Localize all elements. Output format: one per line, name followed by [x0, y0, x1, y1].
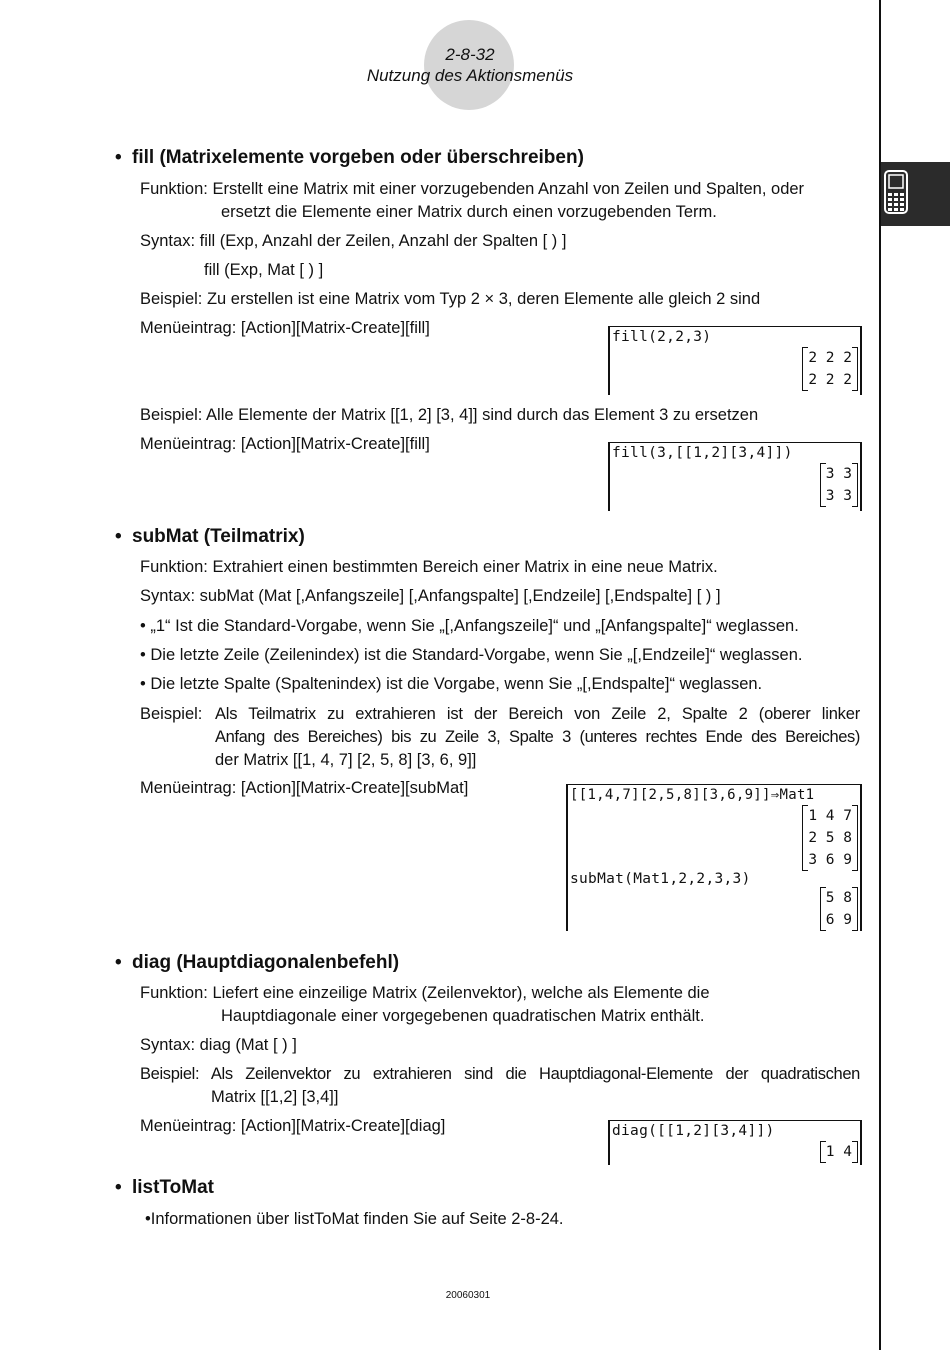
calculator-icon	[884, 170, 908, 214]
screen-command: subMat(Mat1,2,2,3,3)	[570, 871, 751, 887]
fill-syntax-1: Syntax: fill (Exp, Anzahl der Zeilen, Anzahl der Spalten [ ) ]	[140, 232, 567, 250]
section-heading-submat: • subMat (Teilmatrix)	[115, 526, 305, 547]
fill-function-line2: ersetzt die Elemente einer Matrix durch einen vorzugebenden Term.	[221, 203, 717, 221]
header-circle	[424, 20, 514, 110]
screen-command: [[1,4,7][2,5,8][3,6,9]]⇒Mat1	[570, 787, 815, 803]
fill-menu-entry-2: Menüeintrag: [Action][Matrix-Create][fill]	[140, 435, 430, 453]
section-heading-diag: • diag (Hauptdiagonalenbefehl)	[115, 952, 400, 973]
submat-note-2: • Die letzte Zeile (Zeilenindex) ist die Standard-Vorgabe, wenn Sie „[,Endzeile]“ weglassen.	[140, 646, 803, 664]
submat-example-line2: Anfang des Bereiches) bis zu Zeile 3, Spalte 3 (unteres rechtes Ende des Bereiches)	[215, 728, 860, 746]
diag-example-line1: Beispiel: Als Zeilenvektor zu extrahieren sind die Hauptdiagonal-Elemente der quadratischen	[140, 1065, 860, 1083]
diag-example-line2: Matrix [[1,2] [3,4]]	[211, 1088, 339, 1106]
matrix-row: 5 8	[825, 890, 852, 906]
screen-result-matrix	[802, 347, 858, 391]
matrix-row: 6 9	[825, 912, 852, 928]
submat-function: Funktion: Extrahiert einen bestimmten Bereich einer Matrix in eine neue Matrix.	[140, 558, 718, 576]
diag-syntax: Syntax: diag (Mat [ ) ]	[140, 1036, 297, 1054]
diag-function-line1: Funktion: Liefert eine einzeilige Matrix (Zeilenvektor), welche als Elemente die	[140, 984, 710, 1002]
screen-result-matrix	[802, 805, 858, 871]
calc-screen-diag	[608, 1120, 862, 1165]
fill-syntax-2: fill (Exp, Mat [ ) ]	[204, 261, 324, 279]
matrix-row: 2 5 8	[808, 830, 852, 846]
screen-result-matrix	[820, 887, 858, 931]
matrix-row: 2 2 2	[808, 372, 852, 388]
screen-command: fill(2,2,3)	[612, 329, 712, 345]
submat-example-label: Beispiel:	[140, 705, 203, 723]
calc-screen-fill-2	[608, 442, 862, 511]
section-heading-fill: • fill (Matrixelemente vorgeben oder überschreiben)	[115, 147, 584, 168]
page-number: 2-8-32	[445, 45, 495, 64]
submat-syntax: Syntax: subMat (Mat [,Anfangszeile] [,Anfangspalte] [,Endzeile] [,Endspalte] [ ) ]	[140, 587, 721, 605]
matrix-row: 3 3	[825, 466, 852, 482]
fill-example-1: Beispiel: Zu erstellen ist eine Matrix vom Typ 2 × 3, deren Elemente alle gleich 2 sind	[140, 290, 761, 308]
screen-result-matrix	[820, 463, 858, 507]
diag-function-line2: Hauptdiagonale einer vorgegebenen quadratischen Matrix enthält.	[221, 1007, 705, 1025]
calc-screen-submat	[566, 784, 862, 931]
submat-note-1: • „1“ Ist die Standard-Vorgabe, wenn Sie „[,Anfangszeile]“ und „[Anfangspalte]“ weglassen.	[140, 617, 799, 635]
section-heading-listtomat: • listToMat	[115, 1177, 214, 1198]
diag-menu-entry: Menüeintrag: [Action][Matrix-Create][diag]	[140, 1117, 446, 1135]
submat-note-3: • Die letzte Spalte (Spaltenindex) ist die Vorgabe, wenn Sie „[,Endspalte]“ weglassen.	[140, 675, 763, 693]
listtomat-info: •Informationen über listToMat finden Sie auf Seite 2-8-24.	[145, 1210, 564, 1228]
submat-example-line1: Als Teilmatrix zu extrahieren ist der Bereich von Zeile 2, Spalte 2 (oberer linker	[215, 705, 860, 723]
matrix-row: 2 2 2	[808, 350, 852, 366]
matrix-row: 1 4 7	[808, 808, 852, 824]
matrix-row: 3 3	[825, 488, 852, 504]
fill-example-2: Beispiel: Alle Elemente der Matrix [[1, 2] [3, 4]] sind durch das Element 3 zu ersetzen	[140, 406, 759, 424]
calc-screen-fill-1	[608, 326, 862, 395]
screen-result-matrix	[820, 1141, 858, 1163]
fill-menu-entry-1: Menüeintrag: [Action][Matrix-Create][fill]	[140, 319, 430, 337]
matrix-row: 1 4	[825, 1144, 852, 1160]
screen-command: fill(3,[[1,2][3,4]])	[612, 445, 793, 461]
page-header-title: Nutzung des Aktionsmenüs	[366, 66, 574, 85]
footer-code: 20060301	[445, 1290, 491, 1301]
matrix-row: 3 6 9	[808, 852, 852, 868]
submat-example-line3: der Matrix [[1, 4, 7] [2, 5, 8] [3, 6, 9]]	[215, 751, 477, 769]
submat-menu-entry: Menüeintrag: [Action][Matrix-Create][subMat]	[140, 779, 469, 797]
screen-command: diag([[1,2][3,4]])	[612, 1123, 775, 1139]
fill-function-line1: Funktion: Erstellt eine Matrix mit einer vorzugebenden Anzahl von Zeilen und Spalten, oder	[140, 180, 805, 198]
